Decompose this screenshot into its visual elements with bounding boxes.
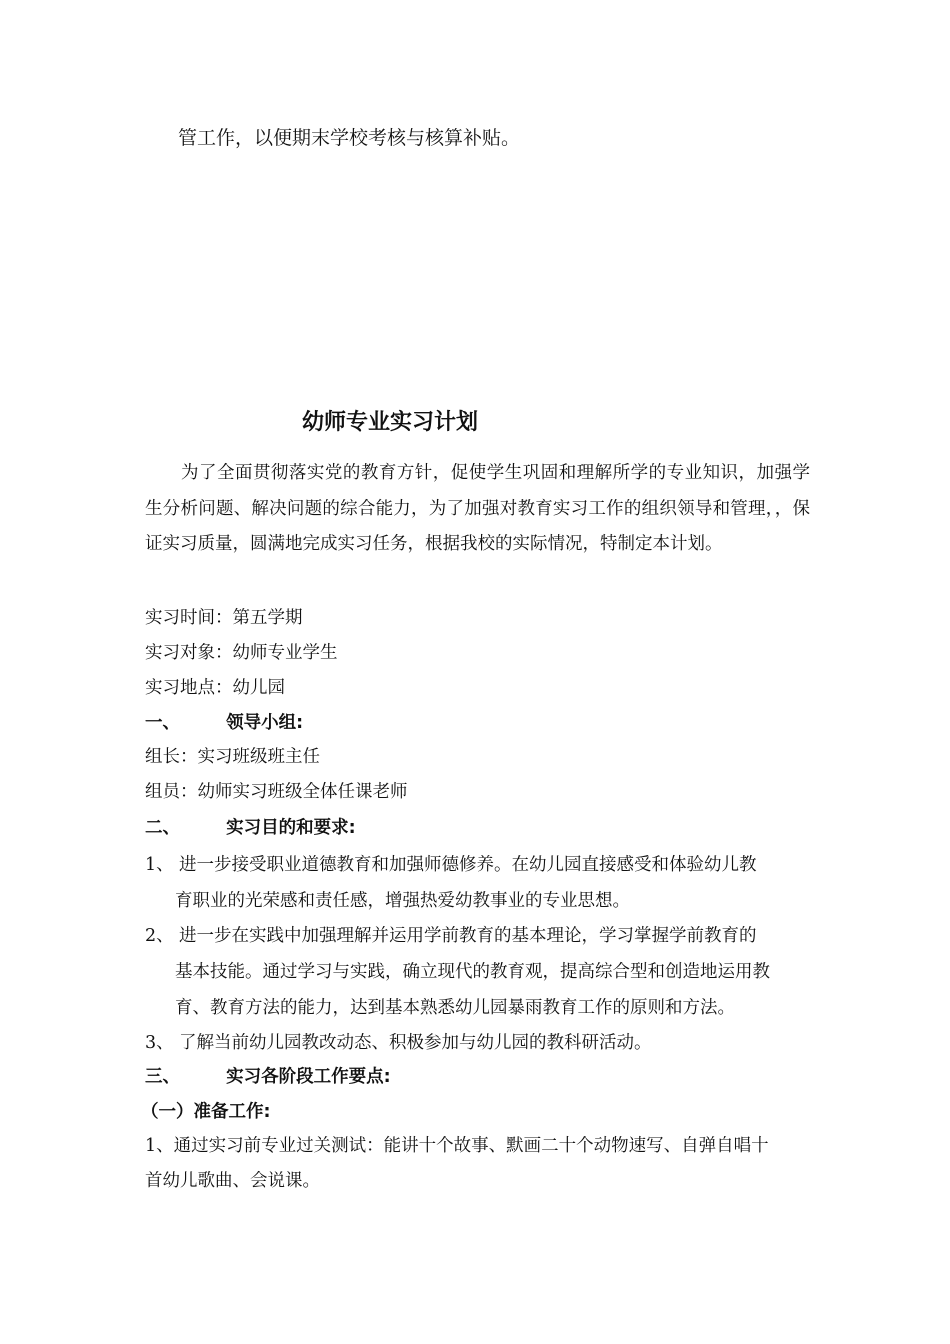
section-heading-leadership bbox=[145, 712, 303, 734]
section-number: 三、 bbox=[145, 1067, 180, 1087]
section-number: 一、 bbox=[145, 713, 180, 733]
section-number: 二、 bbox=[145, 818, 180, 838]
goal-number: 2、 bbox=[145, 926, 174, 946]
goal-text-continued: 基本技能。通过学习与实践，确立现代的教育观，提高综合型和创造地运用教 bbox=[175, 962, 770, 982]
info-target: 实习对象：幼师专业学生 bbox=[145, 643, 338, 663]
page-title: 幼师专业实习计划 bbox=[302, 410, 479, 435]
section-heading-goals bbox=[145, 817, 356, 839]
goal-text-continued: 育、教育方法的能力，达到基本熟悉幼儿园暴雨教育工作的原则和方法。 bbox=[175, 998, 735, 1018]
info-time: 实习时间：第五学期 bbox=[145, 608, 303, 628]
member-item: 组员：幼师实习班级全体任课老师 bbox=[145, 782, 408, 802]
goal-item-3 bbox=[145, 1025, 810, 1061]
goal-text: 进一步接受职业道德教育和加强师德修养。在幼儿园直接感受和体验幼儿教 bbox=[179, 855, 757, 875]
section-label: 实习目的和要求: bbox=[226, 818, 356, 838]
goal-number: 3、 bbox=[145, 1033, 174, 1053]
section-heading-stages bbox=[145, 1066, 391, 1088]
goal-number: 1、 bbox=[145, 855, 174, 875]
goal-text: 进一步在实践中加强理解并运用学前教育的基本理论，学习掌握学前教育的 bbox=[179, 926, 757, 946]
goal-item-2 bbox=[145, 918, 810, 1026]
prep-item-line-1: 1、通过实习前专业过关测试：能讲十个故事、默画二十个动物速写、自弹自唱十 bbox=[145, 1136, 769, 1156]
goal-text: 了解当前幼儿园教改动态、积极参加与幼儿园的教科研活动。 bbox=[179, 1033, 652, 1053]
leader-item: 组长：实习班级班主任 bbox=[145, 747, 320, 767]
goal-item-1 bbox=[145, 847, 810, 919]
section-label: 领导小组: bbox=[226, 713, 304, 733]
continuation-text: 管工作，以便期末学校考核与核算补贴。 bbox=[178, 127, 521, 149]
goal-text-continued: 育职业的光荣感和责任感，增强热爱幼教事业的专业思想。 bbox=[175, 891, 630, 911]
info-location: 实习地点：幼儿园 bbox=[145, 678, 285, 698]
section-label: 实习各阶段工作要点: bbox=[226, 1067, 391, 1087]
intro-paragraph: 为了全面贯彻落实党的教育方针，促使学生巩固和理解所学的专业知识，加强学生分析问题、解决问题的综合能力，为了加强对教育实习工作的组织领导和管理，，保证实习质量，圆满地完成实习任务，根据我校的实际情况，特制定本计划。 bbox=[145, 463, 810, 554]
subsection-heading-prep: （一）准备工作: bbox=[141, 1102, 271, 1122]
prep-item-line-2: 首幼儿歌曲、会说课。 bbox=[145, 1171, 320, 1191]
